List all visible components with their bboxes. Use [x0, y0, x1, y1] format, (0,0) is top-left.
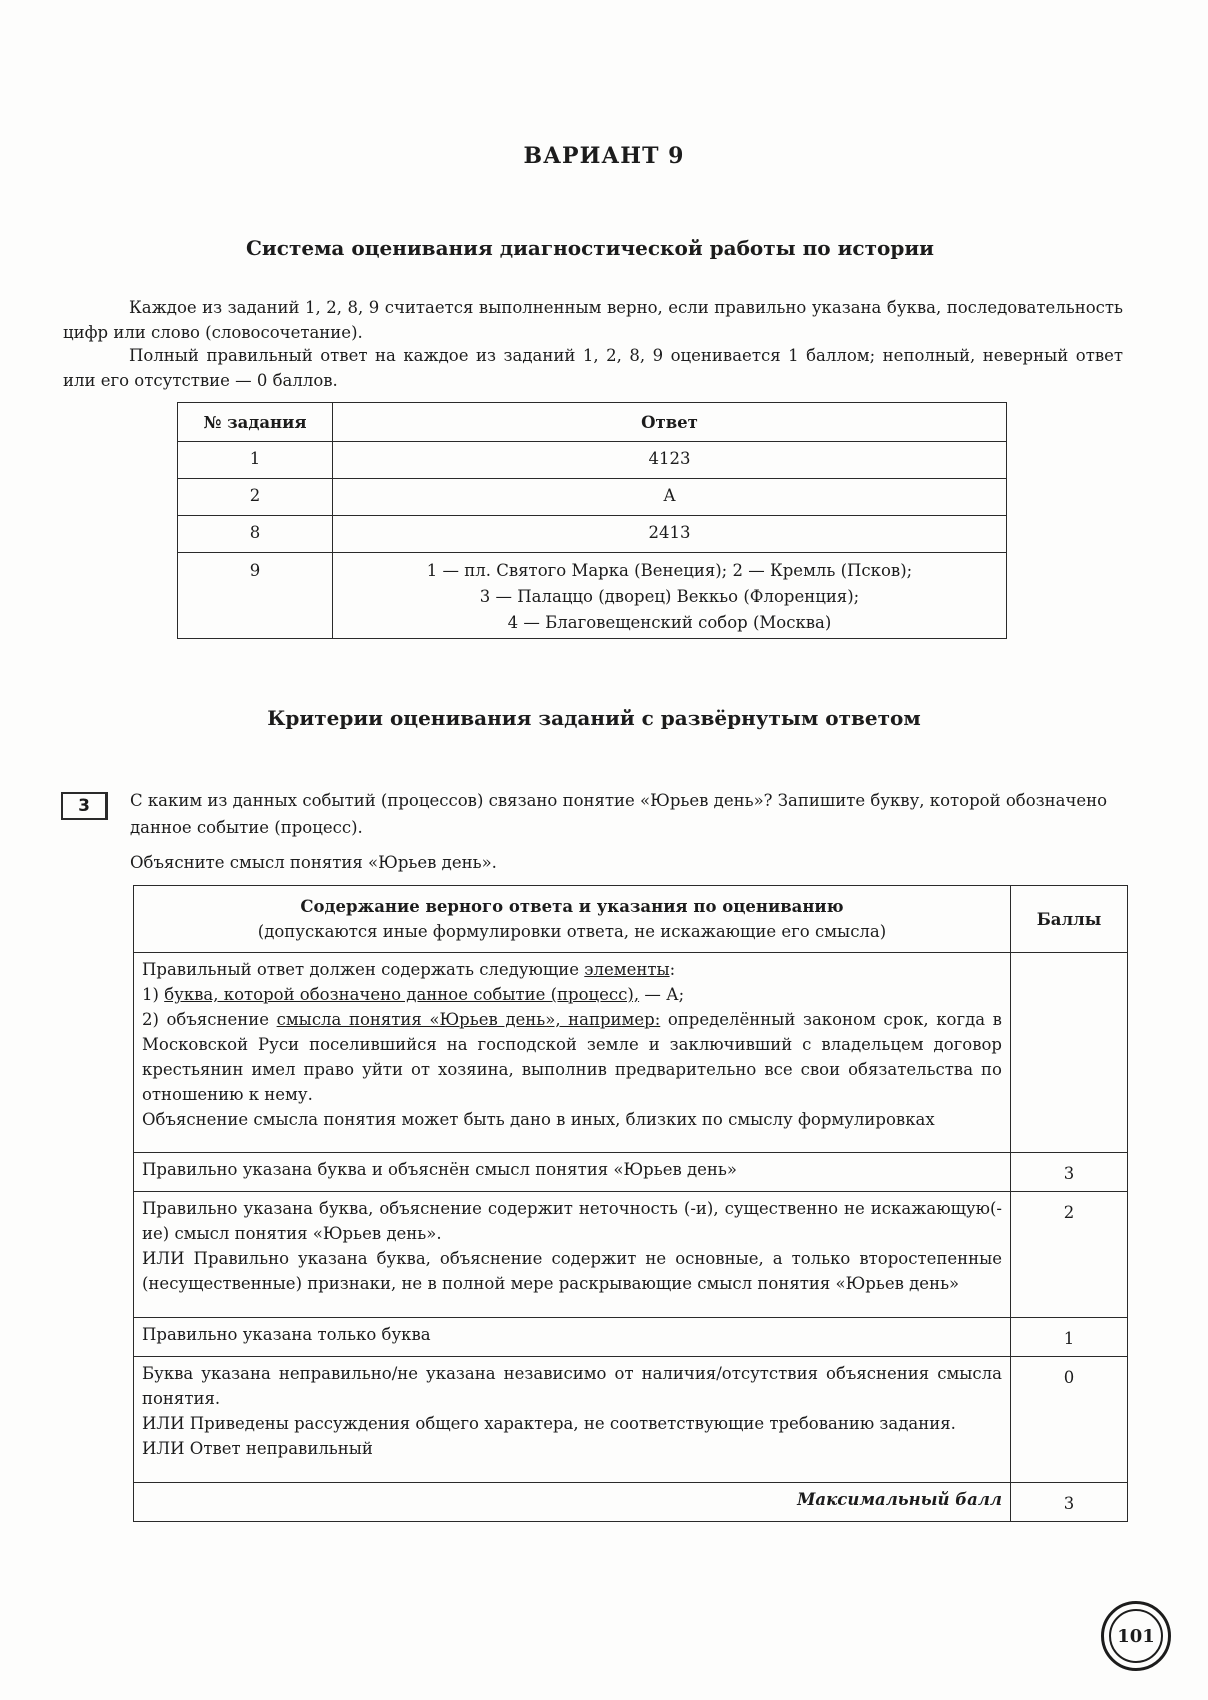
criterion-line: Правильно указана буква и объяснён смысл понятия «Юрьев день» [142, 1160, 737, 1179]
max-score-value: 3 [1011, 1483, 1128, 1522]
content-intro-underlined: элементы [584, 960, 670, 979]
task-number-cell: 9 [178, 553, 333, 639]
table-row [134, 1357, 1128, 1483]
answer-line: 4 — Благовещенский собор (Москва) [507, 613, 832, 632]
answer-cell [333, 553, 1007, 639]
item2-underlined: смысла понятия «Юрьев день», например: [276, 1010, 661, 1029]
content-intro-text: Правильный ответ должен содержать следующие [142, 960, 585, 979]
answer-content-row [134, 953, 1128, 1153]
answer-cell: 2413 [333, 516, 1007, 553]
table-row [178, 553, 1007, 639]
content-intro-colon: : [669, 960, 676, 979]
score-cell: 3 [1011, 1153, 1128, 1192]
table-row [178, 442, 1007, 479]
variant-title: ВАРИАНТ 9 [523, 143, 685, 169]
intro-paragraph-1-text: Каждое из заданий 1, 2, 8, 9 считается выполненным верно, если правильно указана буква, последовательность цифр или слово (словосочетание). [63, 298, 1123, 342]
header-task-number: № задания [178, 403, 333, 442]
intro-paragraph-1 [63, 295, 1123, 345]
item1-answer: — А; [639, 985, 685, 1004]
task-number-cell: 2 [178, 479, 333, 516]
criteria-title: Критерии оценивания заданий с развёрнутым ответом [267, 706, 921, 730]
table-row [134, 1192, 1128, 1318]
task-explain: Объясните смысл понятия «Юрьев день». [130, 853, 497, 872]
intro-paragraph-2 [63, 343, 1123, 393]
score-cell: 0 [1011, 1357, 1128, 1483]
criterion-cell [134, 1153, 1011, 1192]
page-number: 101 [1109, 1609, 1163, 1663]
table-row [178, 479, 1007, 516]
criterion-cell [134, 1357, 1011, 1483]
header-answer: Ответ [333, 403, 1007, 442]
max-score-row [134, 1483, 1128, 1522]
criteria-header-row [134, 886, 1128, 953]
criterion-line: Правильно указана только буква [142, 1325, 431, 1344]
criteria-header [134, 886, 1011, 953]
criteria-header-title: Содержание верного ответа и указания по оцениванию [300, 897, 844, 916]
item2-prefix: 2) объяснение [142, 1010, 277, 1029]
criterion-line: ИЛИ Ответ неправильный [142, 1439, 373, 1458]
item1-prefix: 1) [142, 985, 165, 1004]
score-header-label: Баллы [1036, 909, 1102, 929]
answers-table [177, 402, 1007, 639]
content-item-1 [142, 982, 1002, 1007]
criteria-table [133, 885, 1128, 1522]
criterion-cell [134, 1318, 1011, 1357]
grading-system-title: Система оценивания диагностической работы по истории [246, 236, 934, 260]
answer-cell: А [333, 479, 1007, 516]
score-cell-empty [1011, 953, 1128, 1153]
task-number-badge: 3 [61, 792, 108, 820]
answer-line: 3 — Палаццо (дворец) Веккьо (Флоренция); [479, 587, 860, 606]
criterion-cell [134, 1192, 1011, 1318]
criterion-line: Буква указана неправильно/не указана независимо от наличия/отсутствия объяснения смысла понятия. [142, 1364, 1002, 1408]
content-intro [142, 957, 1002, 982]
score-header [1011, 886, 1128, 953]
table-row [178, 516, 1007, 553]
score-cell: 1 [1011, 1318, 1128, 1357]
answer-content-cell [134, 953, 1011, 1153]
task-number-cell: 8 [178, 516, 333, 553]
table-row [134, 1153, 1128, 1192]
intro-paragraph-2-text: Полный правильный ответ на каждое из заданий 1, 2, 8, 9 оценивается 1 баллом; неполный, неверный ответ или его отсутствие — 0 баллов. [63, 346, 1123, 390]
item1-underlined: буква, которой обозначено данное событие (процесс), [164, 985, 640, 1004]
answers-header-row [178, 403, 1007, 442]
content-note: Объяснение смысла понятия может быть дано в иных, близких по смыслу формулировках [142, 1110, 935, 1129]
answer-cell: 4123 [333, 442, 1007, 479]
item2-explanation: определённый законом срок, когда в Московской Руси поселившийся на господской земле и заключивший с владельцем договор крестьянин имел право уйти от хозяина, выполнив предварительно все свои обязательства по отношению к нему. [142, 1010, 1002, 1104]
table-row [134, 1318, 1128, 1357]
task-question: С каким из данных событий (процессов) связано понятие «Юрьев день»? Запишите букву, которой обозначено данное событие (процесс). [130, 791, 1108, 837]
answer-line: 1 — пл. Святого Марка (Венеция); 2 — Кремль (Псков); [426, 561, 913, 580]
max-score-label: Максимальный балл [134, 1483, 1011, 1522]
page-number-badge [1101, 1601, 1171, 1671]
criteria-header-note: (допускаются иные формулировки ответа, не искажающие его смысла) [257, 922, 887, 941]
criterion-line: Правильно указана буква, объяснение содержит неточность (-и), существенно не искажающую(-ие) смысл понятия «Юрьев день». [142, 1199, 1002, 1243]
task-number-cell: 1 [178, 442, 333, 479]
content-item-2 [142, 1007, 1002, 1107]
criterion-line: ИЛИ Правильно указана буква, объяснение содержит не основные, а только второстепенные (несущественные) признаки, не в полной мере раскрывающие смысл понятия «Юрьев день» [142, 1249, 1002, 1293]
score-cell: 2 [1011, 1192, 1128, 1318]
criterion-line: ИЛИ Приведены рассуждения общего характера, не соответствующие требованию задания. [142, 1414, 956, 1433]
